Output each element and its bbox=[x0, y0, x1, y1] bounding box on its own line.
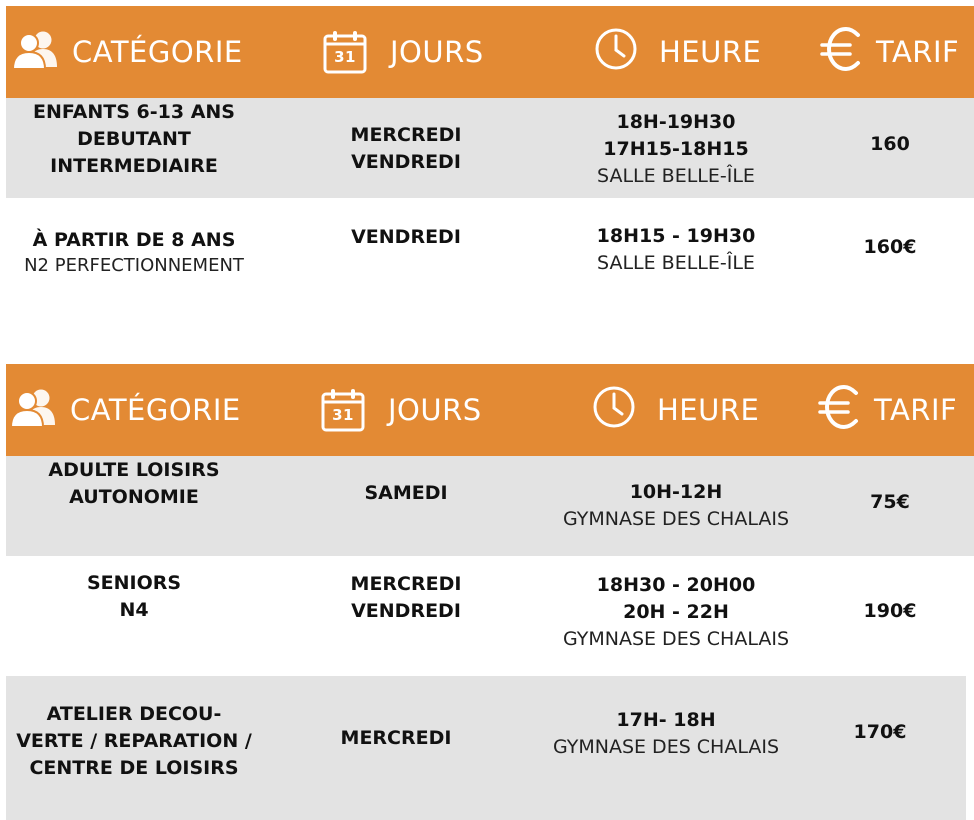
calendar-icon bbox=[322, 29, 368, 75]
row-venue: SALLE BELLE-ÎLE bbox=[597, 164, 755, 187]
header-category-label: CATÉGORIE bbox=[72, 35, 243, 69]
header-days-label: JOURS bbox=[390, 35, 484, 69]
row-price: 170€ bbox=[853, 720, 907, 743]
header-time-label: HEURE bbox=[659, 35, 762, 69]
table-row bbox=[6, 456, 974, 556]
row-category: À PARTIR DE 8 ANS N2 PERFECTIONNEMENT bbox=[24, 229, 244, 276]
header-time-label: HEURE bbox=[657, 393, 760, 427]
header-price bbox=[818, 364, 957, 456]
row-venue: SALLE BELLE-ÎLE bbox=[597, 252, 755, 274]
header-days bbox=[320, 364, 482, 456]
header-category-label: CATÉGORIE bbox=[70, 393, 241, 427]
row-category: SENIORS N4 bbox=[86, 572, 182, 621]
header-price-label: TARIF bbox=[876, 35, 960, 69]
row-category: ATELIER DECOU- VERTE / REPARATION / CENTRE DE LOISIRS bbox=[16, 702, 252, 779]
row-days: VENDREDI bbox=[351, 225, 461, 248]
row-time: 18H-19H30 17H15-18H15 SALLE BELLE-ÎLE bbox=[546, 108, 806, 190]
row-venue: GYMNASE DES CHALAIS bbox=[552, 736, 780, 758]
row-category: ENFANTS 6-13 ANS DEBUTANT INTERMEDIAIRE bbox=[33, 100, 235, 177]
row-time: 18H30 - 20H00 20H - 22H GYMNASE DES CHALAIS bbox=[546, 571, 806, 653]
row-price: 190€ bbox=[863, 599, 917, 622]
header-category bbox=[12, 6, 243, 98]
row-price: 160 bbox=[870, 132, 910, 155]
row-price: 75€ bbox=[870, 490, 910, 513]
euro-icon bbox=[820, 25, 868, 80]
calendar-number: 31 bbox=[334, 48, 356, 66]
row-venue: GYMNASE DES CHALAIS bbox=[562, 627, 790, 650]
header-days-label: JOURS bbox=[388, 393, 482, 427]
calendar-icon bbox=[320, 387, 366, 433]
row-venue: GYMNASE DES CHALAIS bbox=[562, 508, 790, 530]
euro-icon bbox=[818, 383, 866, 438]
row-time: 18H15 - 19H30 SALLE BELLE-ÎLE bbox=[546, 198, 806, 302]
header-time bbox=[591, 364, 759, 456]
header-time bbox=[593, 6, 761, 98]
table-row bbox=[6, 98, 974, 198]
schedule-header-2 bbox=[6, 364, 974, 456]
schedule-header-1 bbox=[6, 6, 974, 98]
row-days: MERCREDI bbox=[340, 726, 452, 749]
row-days: SAMEDI bbox=[364, 481, 448, 504]
table-row bbox=[6, 676, 966, 820]
table-row bbox=[6, 556, 974, 676]
header-price bbox=[820, 6, 959, 98]
header-category bbox=[10, 364, 241, 456]
header-price-label: TARIF bbox=[874, 393, 958, 427]
row-time: 10H-12H GYMNASE DES CHALAIS bbox=[546, 470, 806, 542]
users-icon bbox=[12, 29, 58, 76]
row-days: MERCREDI VENDREDI bbox=[350, 573, 462, 622]
row-price: 160€ bbox=[863, 235, 917, 258]
clock-icon bbox=[591, 384, 637, 437]
users-icon bbox=[10, 387, 56, 434]
clock-icon bbox=[593, 26, 639, 79]
row-days: MERCREDI VENDREDI bbox=[350, 124, 462, 173]
table-row bbox=[6, 198, 974, 308]
header-days bbox=[322, 6, 484, 98]
row-category: ADULTE LOISIRS AUTONOMIE bbox=[48, 459, 220, 508]
calendar-number: 31 bbox=[332, 406, 354, 424]
row-time: 17H- 18H GYMNASE DES CHALAIS bbox=[536, 706, 796, 762]
